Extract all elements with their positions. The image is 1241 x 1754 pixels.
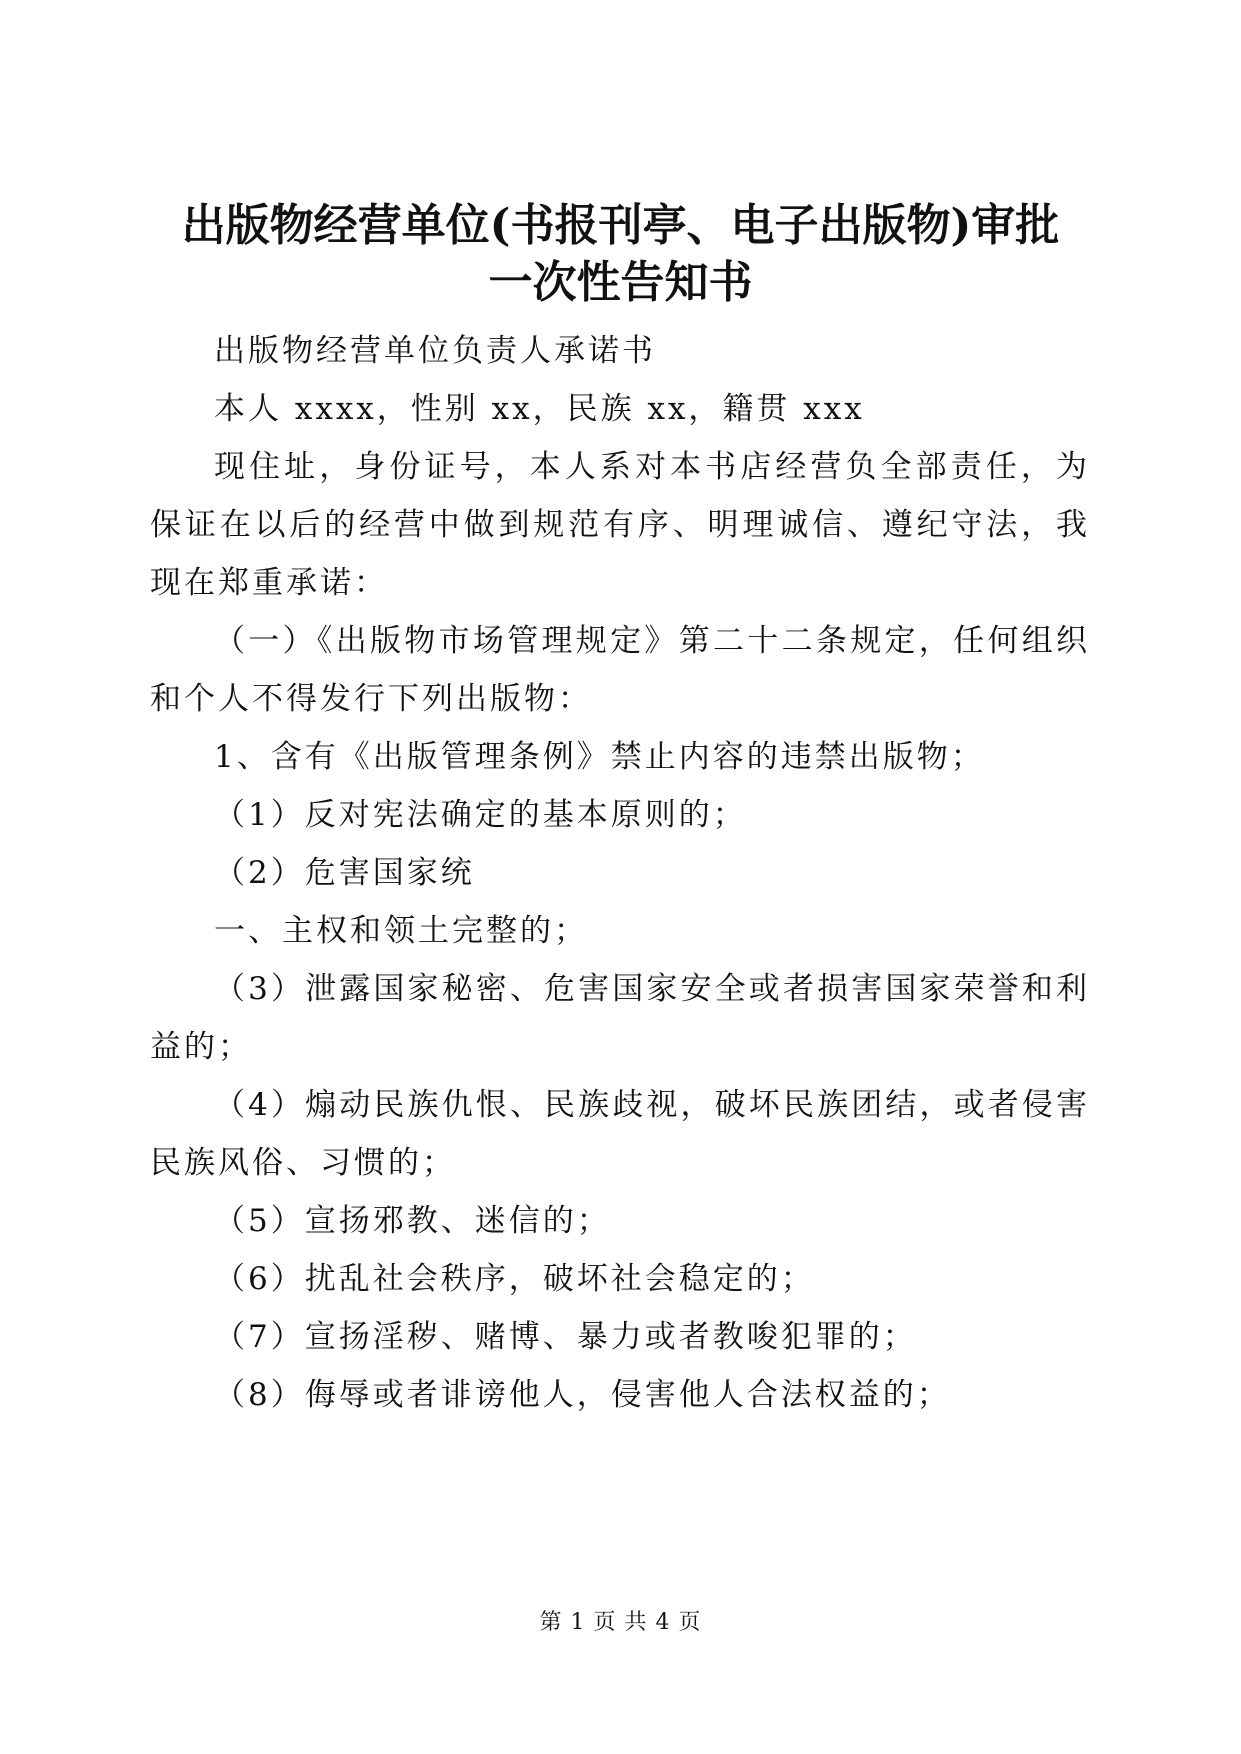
paragraph: （4）煽动民族仇恨、民族歧视，破坏民族团结，或者侵害民族风俗、习惯的； [150,1087,1090,1181]
document-title-line-2: 一次性告知书 [488,257,753,308]
paragraph: 1、含有《出版管理条例》禁止内容的违禁出版物； [214,739,985,775]
paragraph: （1）反对宪法确定的基本原则的； [214,797,747,833]
paragraph: （3）泄露国家秘密、危害国家安全或者损害国家荣誉和利益的； [150,971,1090,1065]
paragraph: （6）扰乱社会秩序，破坏社会稳定的； [214,1261,815,1297]
paragraph: 出版物经营单位负责人承诺书 [214,333,656,369]
page-footer: 第 1 页 共 4 页 [539,1610,702,1635]
paragraph: 现住址，身份证号，本人系对本书店经营负全部责任，为保证在以后的经营中做到规范有序、明理诚信、遵纪守法，我现在郑重承诺： [150,449,1090,601]
document-body [150,322,1090,1424]
paragraph: （7）宣扬淫秽、赌博、暴力或者教唆犯罪的； [214,1319,917,1355]
paragraph: 一、主权和领土完整的； [214,913,588,949]
paragraph: （8）侮辱或者诽谤他人，侵害他人合法权益的； [214,1377,951,1413]
paragraph: 本人 xxxx，性别 xx，民族 xx，籍贯 xxx [214,391,865,427]
paragraph: （一）《出版物市场管理规定》第二十二条规定，任何组织和个人不得发行下列出版物： [150,623,1090,717]
paragraph: （2）危害国家统 [214,855,475,891]
paragraph: （5）宣扬邪教、迷信的； [214,1203,611,1239]
document-title-line-1: 出版物经营单位(书报刊亭、电子出版物)审批 [181,200,1060,251]
